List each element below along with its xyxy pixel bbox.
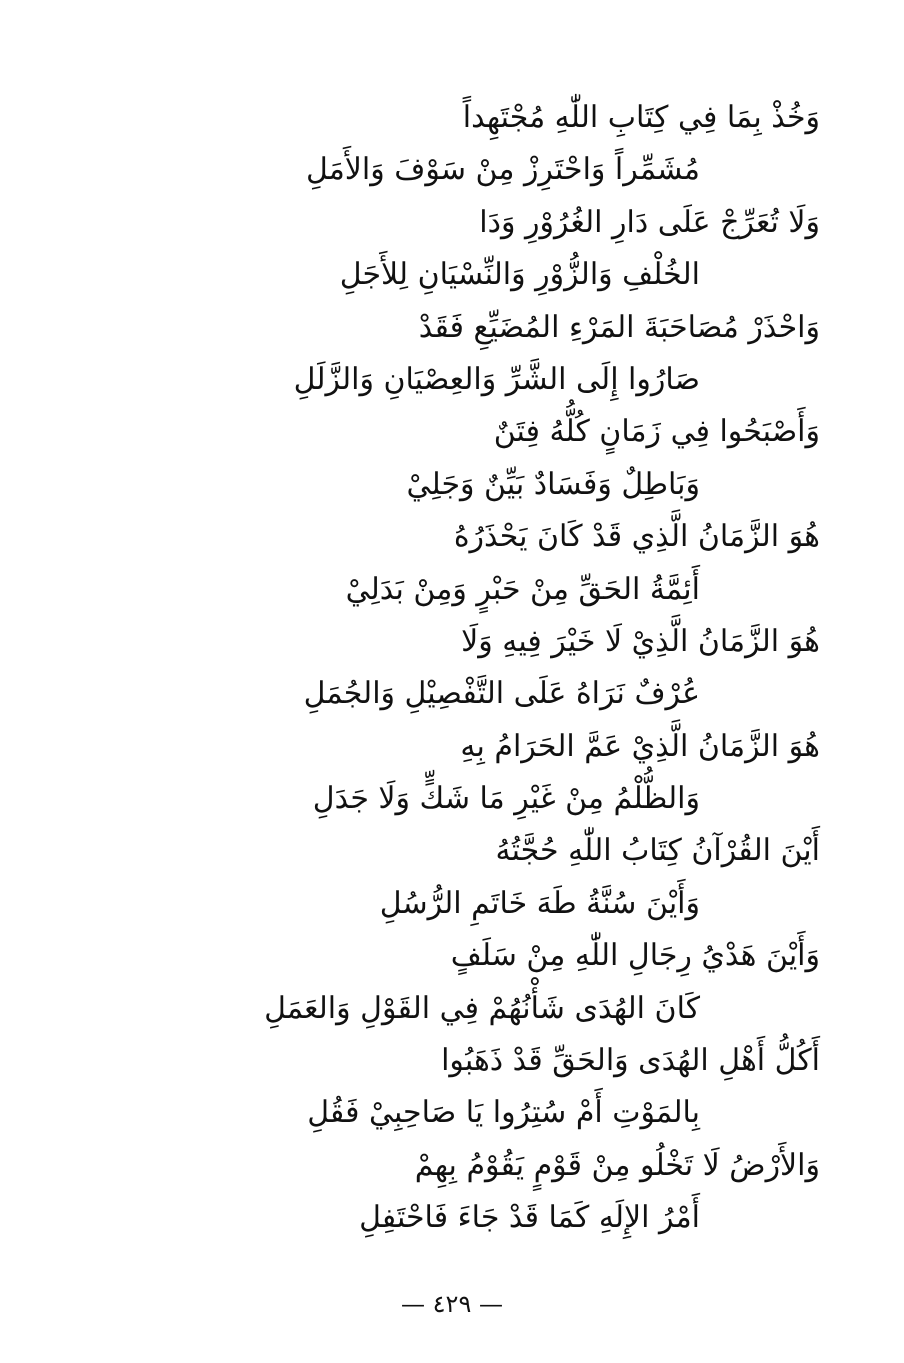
poem-line: بِالمَوْتِ أَمْ سُتِرُوا يَا صَاحِبِيْ فَقُلِ [307,1095,700,1131]
poem-text [160,92,820,1245]
poem-line: أَيْنَ القُرْآنُ كِتَابُ اللّٰهِ حُجَّتُهُ [495,833,820,869]
page-number: — ٤٢٩ — [401,1290,503,1318]
poem-line: صَارُوا إِلَى الشَّرِّ وَالعِصْيَانِ وَالزَّلَلِ [293,361,700,397]
poem-line: عُرْفٌ نَرَاهُ عَلَى التَّفْصِيْلِ وَالجُمَلِ [303,676,700,712]
poem-line: وَالظُّلْمُ مِنْ غَيْرِ مَا شَكٍّ وَلَا جَدَلِ [312,781,700,817]
poem-line: هُوَ الزَّمَانُ الَّذِيْ عَمَّ الحَرَامُ بِهِ [460,728,820,764]
poem-line: وَخُذْ بِمَا فِي كِتَابِ اللّٰهِ مُجْتَهِداً [462,100,820,135]
poem-line: الخُلْفِ وَالزُّوْرِ وَالنِّسْيَانِ لِلأَجَلِ [339,257,700,293]
poem-line: أَكُلُّ أَهْلِ الهُدَى وَالحَقِّ قَدْ ذَهَبُوا [441,1043,820,1079]
poem-line: وَاحْذَرْ مُصَاحَبَةَ المَرْءِ المُضَيِّعِ فَقَدْ [418,309,820,345]
poem-line: وَأَيْنَ هَدْيُ رِجَالِ اللّٰهِ مِنْ سَلَفٍ [450,938,820,974]
poem-line: كَانَ الهُدَى شَأْنُهُمْ فِي القَوْلِ وَالعَمَلِ [264,990,700,1026]
poem-line: وَالأَرْضُ لَا تَخْلُو مِنْ قَوْمٍ يَقُوْمُ بِهِمْ [414,1147,820,1183]
poem-line: وَأَيْنَ سُنَّةُ طَهَ خَاتَمِ الرُّسُلِ [379,885,700,921]
poem-line: وَلَا تُعَرِّجْ عَلَى دَارِ الغُرُوْرِ وَدَا [479,204,820,240]
poem-line: أَئِمَّةُ الحَقِّ مِنْ حَبْرٍ وَمِنْ بَدَلِيْ [345,571,700,607]
poem-line: أَمْرُ الإِلَهِ كَمَا قَدْ جَاءَ فَاحْتَفِلِ [359,1200,700,1236]
poem-line: هُوَ الزَّمَانُ الَّذِي قَدْ كَانَ يَحْذَرُهُ [453,519,820,555]
poem-line: هُوَ الزَّمَانُ الَّذِيْ لَا خَيْرَ فِيهِ وَلَا [461,623,820,659]
poem-line: مُشَمِّراً وَاحْتَرِزْ مِنْ سَوْفَ وَالأَمَلِ [305,152,700,188]
poem-line: وَبَاطِلٌ وَفَسَادٌ بَيِّنٌ وَجَلِيْ [406,466,700,502]
poem-line: وَأَصْبَحُوا فِي زَمَانٍ كُلُّهُ فِتَنٌ [493,414,820,450]
